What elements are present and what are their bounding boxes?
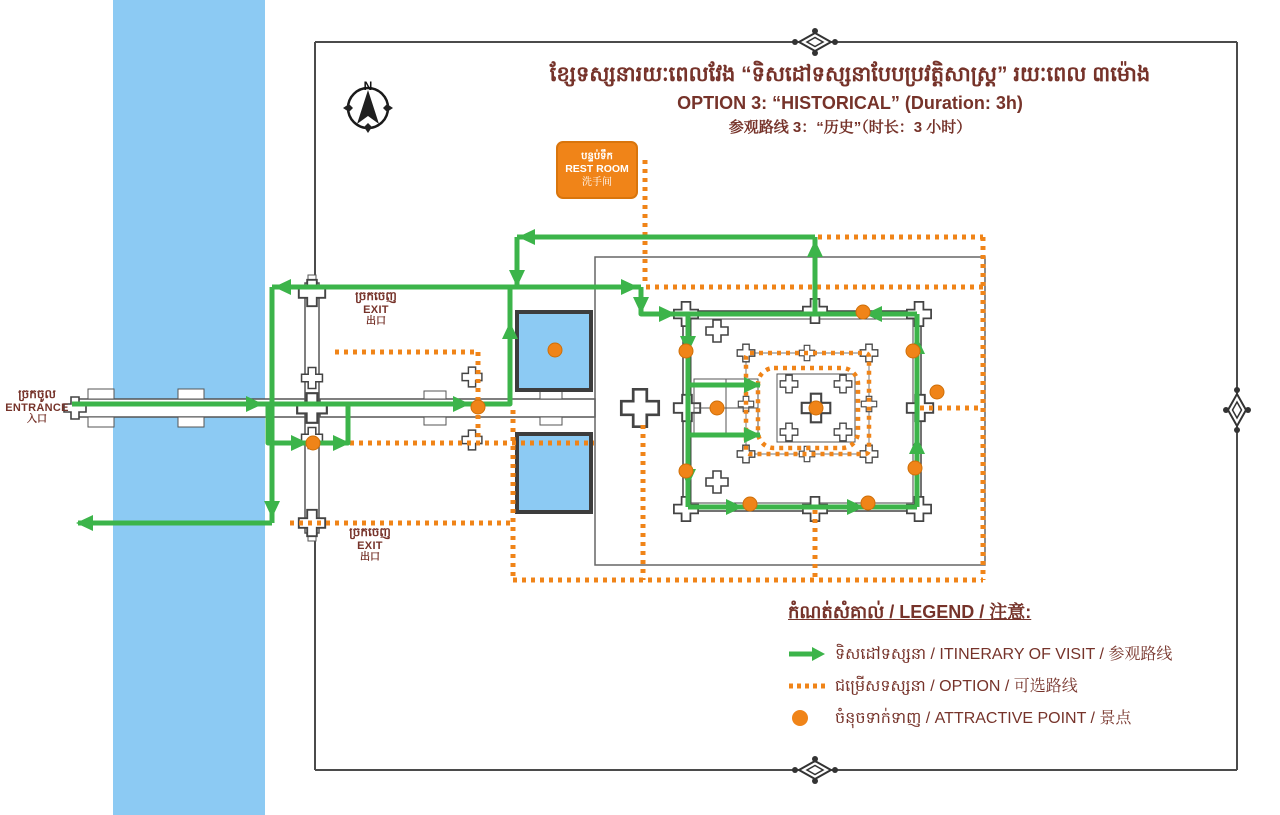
orange-dot-icon [788,709,826,727]
gate-ornament-south [792,756,838,784]
cross-terrace [621,389,658,426]
legend-item-label: ចំនុចទាក់ទាញ / ATTRACTIVE POINT / 景点 [835,710,1132,727]
exit-north-english: EXIT [363,303,389,316]
title-chinese: 参观路线 3：“历史”（时长：3 小时） [728,119,972,136]
rest-room-badge [556,141,638,199]
green-arrow-icon [788,647,826,661]
legend-item-attractive-point [788,707,1258,729]
entrance-english: ENTRANCE [5,401,69,414]
legend-item-itinerary [788,643,1258,665]
title-khmer: ខ្សែទស្សនារយៈពេលវែង “ទិសដៅទស្សនាបែបប្រវត្តិសាស្ត្រ” រយៈពេល ៣ម៉ោង [549,63,1151,86]
rest-room-english: REST ROOM [565,163,629,176]
exit-south-khmer: ច្រកចេញ [349,525,391,539]
west-causeway [75,389,313,427]
exit-north-khmer: ច្រកចេញ [355,289,397,303]
legend-item-label: ទិសដៅទស្សនា / ITINERARY OF VISIT / 参观路线 [835,646,1173,663]
entrance-label [0,388,74,426]
legend-title: កំណត់សំគាល់ / LEGEND / 注意: [788,602,1032,622]
exit-south-english: EXIT [357,539,383,552]
north-library [706,320,728,342]
title-english: OPTION 3: “HISTORICAL” (Duration: 3h) [677,93,1023,113]
legend [788,598,1258,739]
rest-room-khmer: បន្ទប់ទឹក [581,150,613,162]
map-title [420,60,1280,140]
south-pond [517,434,591,512]
entrance-chinese: 入口 [27,414,47,426]
rest-room-chinese: 洗手间 [582,176,612,188]
exit-north-label [334,290,418,328]
south-library [706,471,728,493]
entrance-khmer: ច្រកចូល [18,387,56,401]
compass-rose-icon [343,79,393,133]
exit-south-chinese: 出口 [360,552,380,564]
gate-ornament-east [1223,387,1251,433]
western-gopura [297,275,327,541]
legend-item-label: ជម្រើសទស្សនា / OPTION / 可选路线 [835,678,1078,695]
legend-item-option [788,675,1258,697]
gate-ornament-north [792,28,838,56]
exit-south-label [328,526,412,564]
exit-north-chinese: 出口 [366,316,386,328]
option-routes-layer [290,160,983,580]
compass-north-label: N [363,79,373,93]
orange-dotted-line-icon [788,679,826,693]
